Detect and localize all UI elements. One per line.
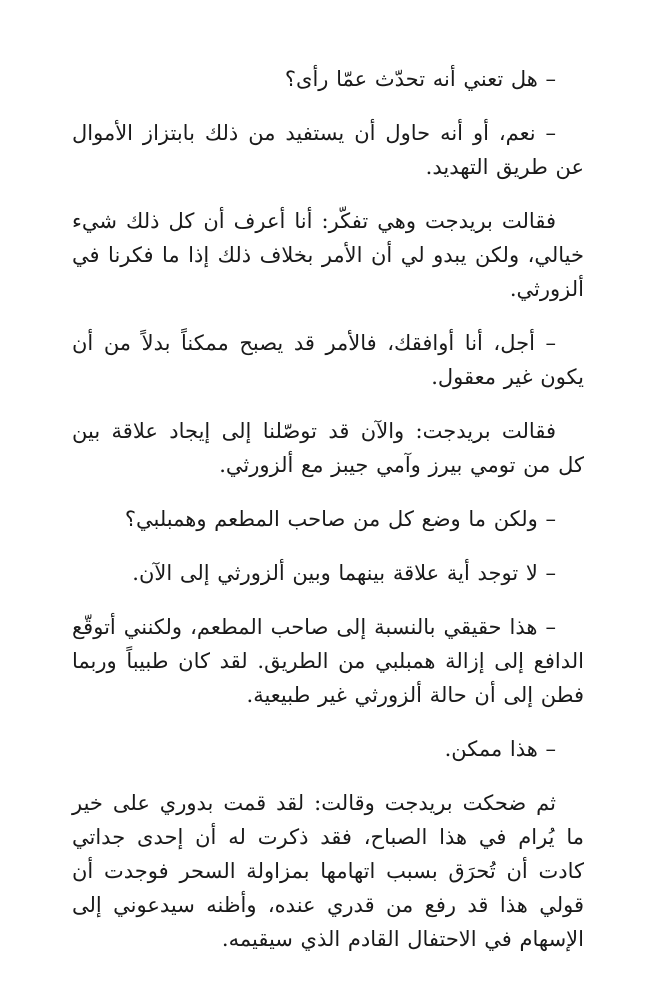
paragraph: – نعم، أو أنه حاول أن يستفيد من ذلك بابتزاز الأموال عن طريق التهديد.: [72, 121, 584, 179]
paragraph: فقالت بريدجت: والآن قد توصّلنا إلى إيجاد علاقة بين كل من تومي بيرز وآمي جيبز مع ألزورثي.: [72, 419, 584, 477]
paragraph: – هل تعني أنه تحدّث عمّا رأى؟: [284, 67, 556, 91]
paragraph: – لا توجد أية علاقة بينهما وبين ألزورثي إلى الآن.: [132, 561, 556, 585]
paragraph: ثم ضحكت بريدجت وقالت: لقد قمت بدوري على خير ما يُرام في هذا الصباح، فقد ذكرت له أن إحدى جداتي كادت أن تُحرَق بسبب اتهامها بمزاولة السحر فوجدت أن قولي هذا قد رفع من قدري عنده، وأظنه سيدعوني إلى الإسهام في الاحتفال القادم الذي سيقيمه.: [72, 791, 584, 951]
paragraph: – ولكن ما وضع كل من صاحب المطعم وهمبلبي؟: [124, 507, 556, 531]
paragraph: – أجل، أنا أوافقك، فالأمر قد يصبح ممكناً بدلاً من أن يكون غير معقول.: [72, 331, 584, 389]
paragraph: – هذا ممكن.: [444, 737, 556, 761]
paragraph: – هذا حقيقي بالنسبة إلى صاحب المطعم، ولكنني أتوقّع الدافع إلى إزالة همبلبي من الطريق. لقد كان طبيباً وربما فطن إلى أن حالة ألزورثي غير طبيعية.: [72, 615, 584, 707]
book-page-text: [72, 62, 584, 976]
paragraph: فقالت بريدجت وهي تفكّر: أنا أعرف أن كل ذلك شيء خيالي، ولكن يبدو لي أن الأمر بخلاف ذلك إذا ما فكرنا في ألزورثي.: [72, 209, 584, 301]
